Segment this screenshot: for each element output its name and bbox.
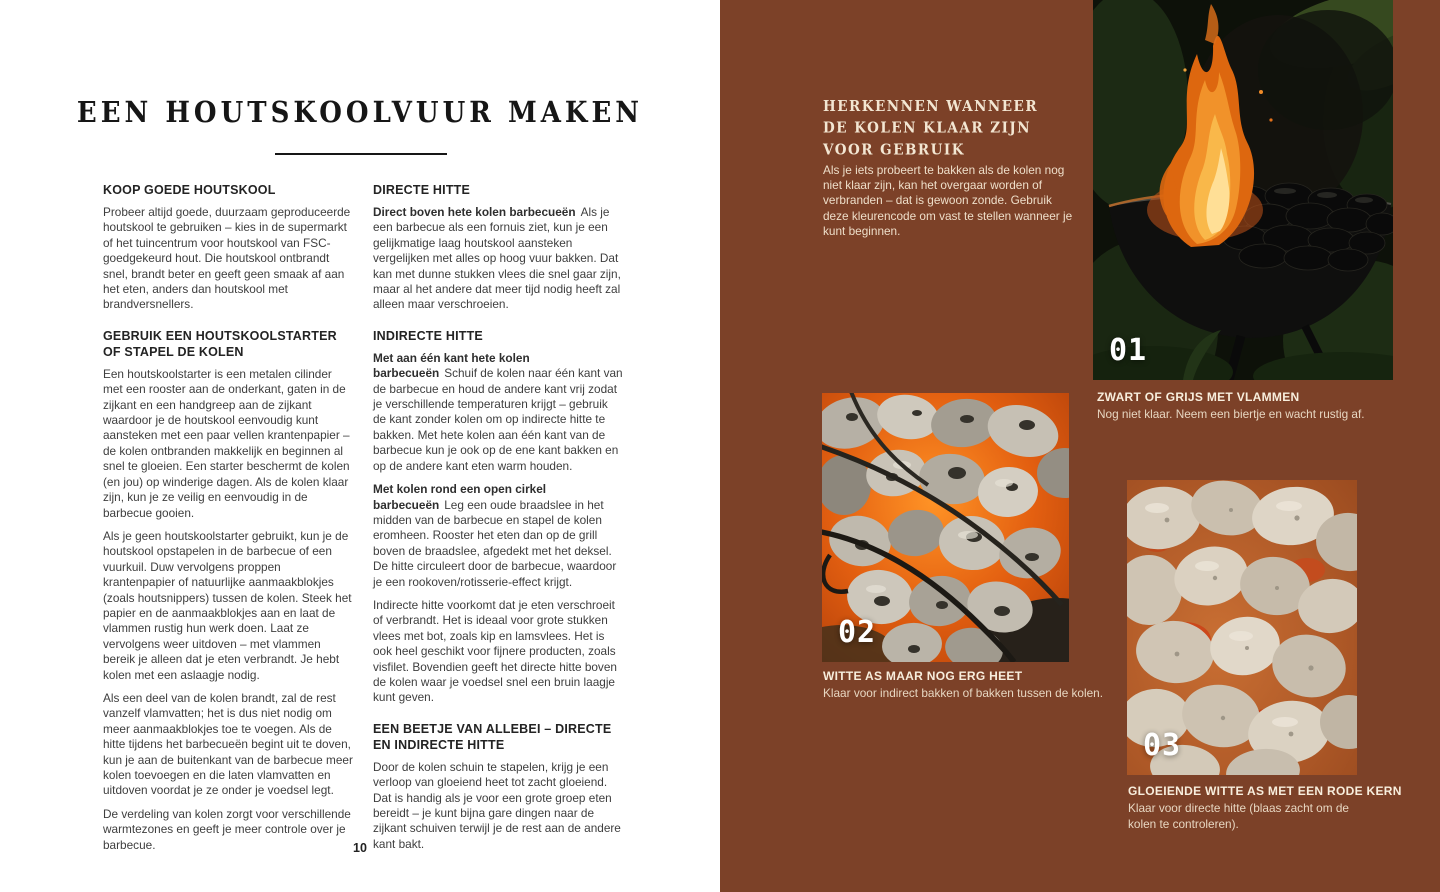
section-header-indirecte-hitte: INDIRECTE HITTE bbox=[373, 328, 483, 343]
section-header-directe-hitte: DIRECTE HITTE bbox=[373, 183, 471, 197]
title-underline bbox=[275, 153, 447, 155]
paragraph-lead: Met kolen rond een open cirkel barbecueën bbox=[373, 482, 547, 512]
caption-03 bbox=[1128, 784, 1402, 832]
page-number: 10 bbox=[353, 841, 367, 855]
photo-number-02: 02 bbox=[838, 615, 877, 650]
paragraph: Direct boven hete kolen barbecueën Als je een barbecue als een fornuis ziet, kun je een gelijkmatige laag houtskool aansteken vergelijken met alles op hoog vuur bakken. Dat kan met dunne stukken vlees die snel gaar zijn, maar al het andere dat meer tijd nodig heeft zal alleen maar verschroeien. bbox=[373, 205, 621, 312]
paragraph: Probeer altijd goede, duurzaam geproduceerde houtskool te gebruiken – kies in de supermarkt of het tuincentrum voor houtskool van FSC-goedgekeurd hout. Die houtskool ontbrandt snel, brandt beter en geeft geen smaak af aan het eten, anders dan houtskool met brandversnellers. bbox=[103, 205, 351, 312]
section-header-houtskoolstarter: GEBRUIK EEN HOUTSKOOLSTARTER OF STAPEL DE KOLEN bbox=[103, 328, 337, 359]
caption-02 bbox=[823, 669, 1143, 702]
photo-charcoal-bowl-flames bbox=[1093, 0, 1393, 380]
paragraph-lead: Direct boven hete kolen barbecueën bbox=[373, 205, 576, 219]
paragraph: Met aan één kant hete kolen barbecueën Schuif de kolen naar één kant van de barbecue en houd de andere kant vrij zodat je verschillende temperaturen krijgt – gebruik de kant zonder kolen om op indirecte hitte te bakken. Met hete kolen aan één kant van de barbecue kun je ook op de ene kant bakken en op de andere kant eten warm houden. bbox=[373, 350, 623, 473]
page-title: EEN HOUTSKOOLVUUR MAKEN bbox=[76, 96, 644, 130]
paragraph: De verdeling van kolen zorgt voor verschillende warmtezones en geeft je meer controle over je barbecue. bbox=[103, 806, 351, 852]
flames-illustration bbox=[1093, 0, 1393, 380]
photo-white-ash-coals bbox=[1127, 480, 1357, 775]
right-page-intro: Als je iets probeert te bakken als de kolen nog niet klaar zijn, kan het overgaar worden of verbranden – dat is gewoon zonde. Gebruik deze kleurencode om vast te stellen wanneer je kunt beginnen. bbox=[823, 163, 1073, 238]
paragraph: Indirecte hitte voorkomt dat je eten verschroeit of verbrandt. Het is ideaal voor grote stukken vlees met bot, zoals kip en lamsvlees. Het is ook heel geschikt voor fijnere producten, zoals visfilet. Bovendien geeft het directe hitte boven de kolen waar je voedsel snel een bruin laagje kunt geven. bbox=[373, 597, 617, 705]
paragraph: Door de kolen schuin te stapelen, krijg je een verloop van gloeiend heet tot zacht gloeiend. Dat is handig als je voor een grote groep eten bereidt – je kunt bijna gare dingen naar de zijkant schuiven terwijl je de rest aan de andere kant bakt. bbox=[373, 759, 621, 851]
caption-03-title: GLOEIENDE WITTE AS MET EEN RODE KERN bbox=[1128, 784, 1402, 798]
caption-01-text: Nog niet klaar. Neem een biertje en wacht rustig af. bbox=[1097, 407, 1365, 421]
photo-number-01: 01 bbox=[1109, 333, 1148, 368]
caption-01 bbox=[1097, 390, 1417, 423]
left-column bbox=[103, 182, 353, 861]
paragraph: Als een deel van de kolen brandt, zal de rest vanzelf vlamvatten; het is dus niet nodig om meer aanmaakblokjes toe te voegen. Als de hitte tijdens het barbecueën begint uit te doven, kun je aan de buitenkant van de barbecue meer kolen toevoegen en die laten vlamvatten en uitdoven voordat je ze onder je voedsel legt. bbox=[103, 690, 353, 798]
right-column bbox=[373, 182, 623, 860]
caption-02-title: WITTE AS MAAR NOG ERG HEET bbox=[823, 669, 1023, 683]
photo-number-03: 03 bbox=[1143, 728, 1182, 763]
right-page-heading: HERKENNEN WANNEER DE KOLEN KLAAR ZIJN VOOR GEBRUIK bbox=[823, 98, 1039, 159]
caption-03-text: Klaar voor directe hitte (blaas zacht om de kolen te controleren). bbox=[1128, 801, 1349, 831]
caption-01-title: ZWART OF GRIJS MET VLAMMEN bbox=[1097, 390, 1300, 404]
paragraph: Als je geen houtskoolstarter gebruikt, kun je de houtskool opstapelen in de barbecue of een vuurkuil. Duw vervolgens proppen krantenpapier of natuurlijke aanmaakblokjes (zoals houtsnippers) tussen de kolen. Steek het papier en de aanmaakblokjes aan en laat de vlammen rustig hun werk doen. Laat ze vervolgens weer uitdoven – met vlammen bereik je alleen dat je eten verbrandt. Je hebt kolen met een aslaagje nodig. bbox=[103, 528, 352, 682]
section-header-beetje-van-allebei: EEN BEETJE VAN ALLEBEI – DIRECTE EN INDIRECTE HITTE bbox=[373, 721, 612, 752]
photo-grey-coals-tongs bbox=[822, 393, 1069, 662]
right-page bbox=[720, 0, 1440, 892]
paragraph-lead: Met aan één kant hete kolen barbecueën bbox=[373, 350, 530, 381]
section-header-koop-goede-houtskool: KOOP GOEDE HOUTSKOOL bbox=[103, 183, 276, 197]
paragraph: Met kolen rond een open cirkel barbecueën Leg een oude braadslee in het midden van de barbecue en stapel de kolen eromheen. Rooster het eten dan op de grill boven de braadslee, afgedekt met het deksel. De hitte circuleert door de barbecue, waardoor je een rookoven/rotisserie-effect krijgt. bbox=[373, 482, 617, 589]
paragraph: Een houtskoolstarter is een metalen cilinder met een rooster aan de onderkant, gaten in de zijkant en een handgreep aan de zijkant waardoor je de houtskool eenvoudig kunt aansteken met een paar vellen krantenpapier – de kolen ontbranden makkelijk en beginnen al snel te gloeien. Een starter beschermt de kolen (en jou) op winderige dagen. Als de kolen klaar zijn, kun je ze veilig en eenvoudig in de barbecue gooien. bbox=[103, 366, 350, 520]
caption-02-text: Klaar voor indirect bakken of bakken tussen de kolen. bbox=[823, 686, 1104, 700]
